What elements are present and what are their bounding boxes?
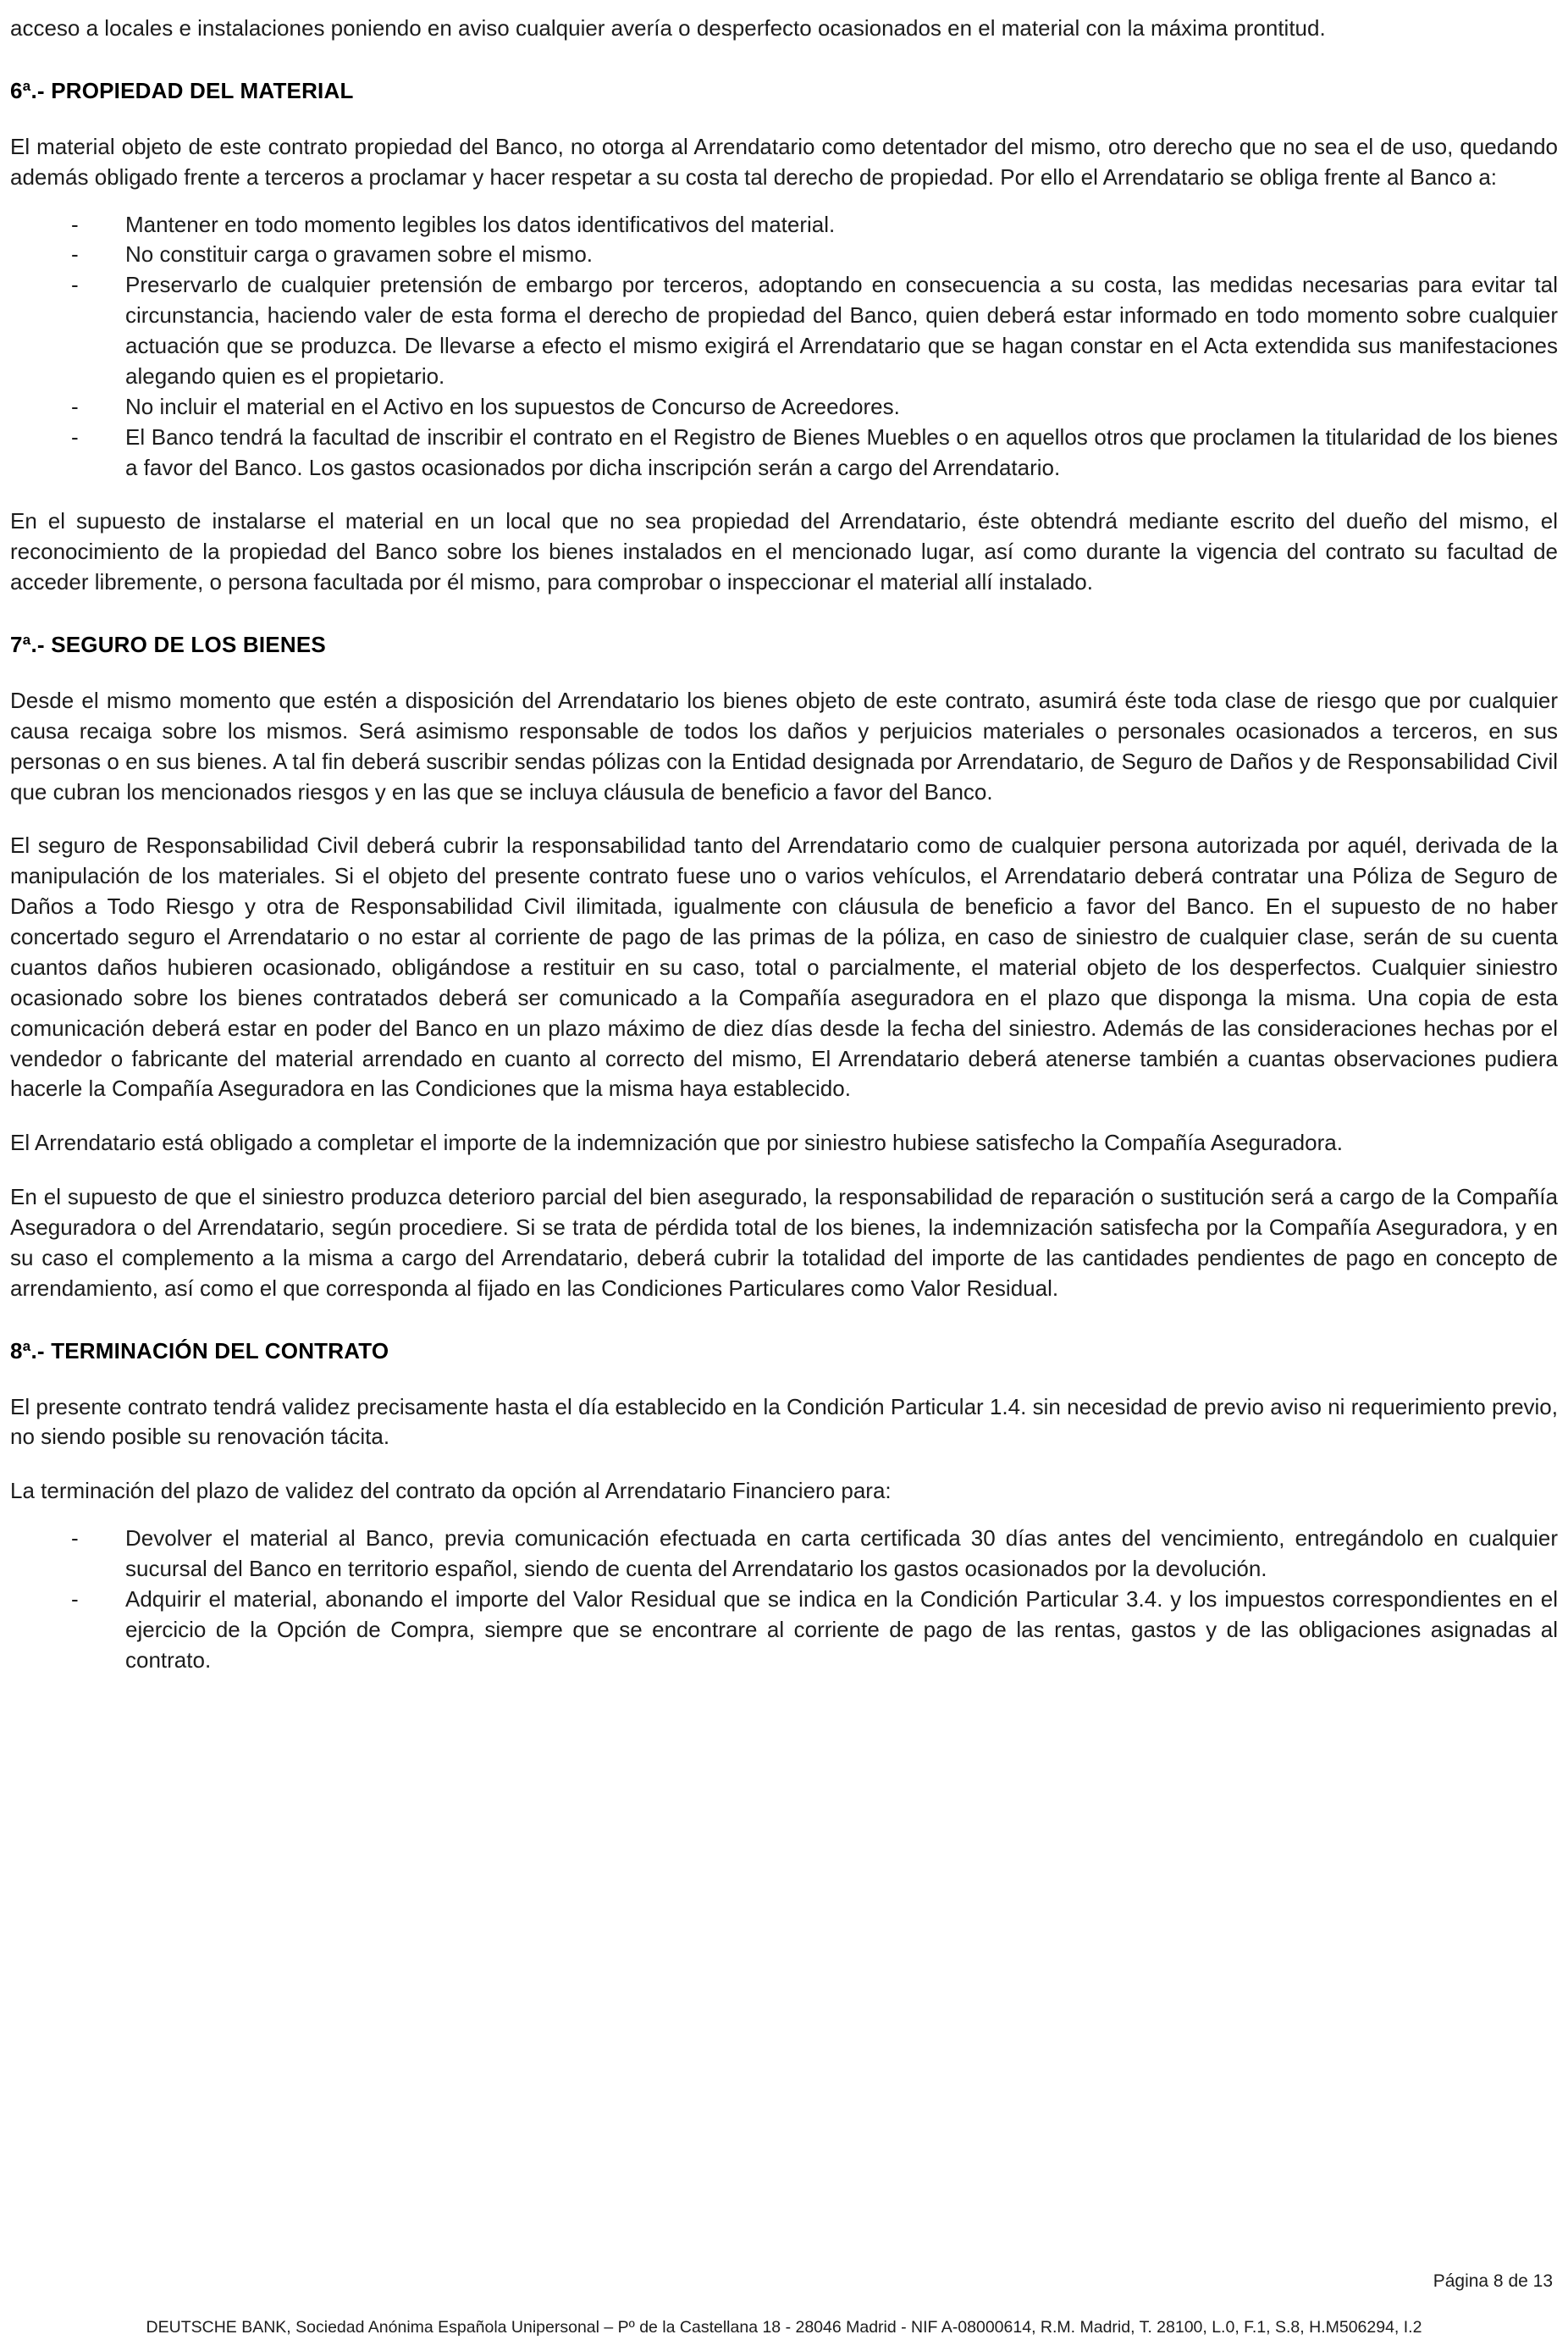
page-number: Página 8 de 13 (1433, 2271, 1553, 2292)
section-heading-8: 8ª.- TERMINACIÓN DEL CONTRATO (10, 1337, 389, 1364)
list-item (10, 1524, 1558, 1585)
paragraph: El presente contrato tendrá validez precisamente hasta el día establecido en la Condición Particular 1.4. sin necesidad de previo aviso ni requerimiento previo, no siendo posible su renovación tácita. (10, 1393, 1558, 1450)
list-item-text: No incluir el material en el Activo en los supuestos de Concurso de Acreedores. (125, 393, 900, 419)
list-item-text: Devolver el material al Banco, previa comunicación efectuada en carta certificada 30 días antes del vencimiento, entregándolo en cualquier sucursal del Banco en territorio español, siendo de cuenta del Arrendatario los gastos ocasionados por la devolución. (125, 1525, 1558, 1581)
paragraph: El seguro de Responsabilidad Civil deberá cubrir la responsabilidad tanto del Arrendatario como de cualquier persona autorizada por aquél, derivada de la manipulación de los materiales. Si el objeto del presente contrato fuese uno o varios vehículos, el Arrendatario deberá contratar una Póliza de Seguro de Daños a Todo Riesgo y otra de Responsabilidad Civil ilimitada, igualmente con cláusula de beneficio a favor del Banco. En el supuesto de no haber concertado seguro el Arrendatario o no estar al corriente de pago de las primas de la póliza, en caso de siniestro de cualquier clase, serán de su cuenta cuantos daños hubieren ocasionado, obligándose a restituir en su caso, total o parcialmente, el material objeto de los desperfectos. Cualquier siniestro ocasionado sobre los bienes contratados deberá ser comunicado a la Compañía aseguradora en el plazo que disponga la misma. Una copia de esta comunicación deberá estar en poder del Banco en un plazo máximo de diez días desde la fecha del siniestro. Además de las consideraciones hechas por el vendedor o fabricante del material arrendado en cuanto al correcto del mismo, El Arrendatario deberá atenerse también a cuantas observaciones pudiera hacerle la Compañía Aseguradora en las Condiciones que la misma haya establecido. (10, 833, 1558, 1102)
list-item (10, 270, 1558, 392)
dash-bullet: - (71, 1585, 79, 1612)
paragraph: En el supuesto de instalarse el material en un local que no sea propiedad del Arrendatario, éste obtendrá mediante escrito del dueño del mismo, el reconocimiento de la propiedad del Banco sobre los bienes instalados en el mencionado lugar, así como durante la vigencia del contrato su facultad de acceder libremente, o persona facultada por él mismo, para comprobar o inspeccionar el material allí instalado. (10, 508, 1558, 595)
section-heading-6: 6ª.- PROPIEDAD DEL MATERIAL (10, 77, 354, 103)
section-heading-7: 7ª.- SEGURO DE LOS BIENES (10, 632, 326, 657)
paragraph: El Arrendatario está obligado a completar el importe de la indemnización que por siniestro hubiese satisfecho la Compañía Aseguradora. (10, 1130, 1343, 1156)
list-item (10, 392, 1558, 423)
list-item-text: El Banco tendrá la facultad de inscribir el contrato en el Registro de Bienes Muebles o en aquellos otros que proclamen la titularidad de los bienes a favor del Banco. Los gastos ocasionados por dicha inscripción serán a cargo del Arrendatario. (125, 423, 1558, 480)
paragraph-continuation: acceso a locales e instalaciones poniendo en aviso cualquier avería o desperfecto ocasionados en el material con la máxima prontitud. (10, 15, 1326, 41)
dash-bullet: - (71, 1525, 79, 1552)
dash-bullet: - (71, 272, 79, 298)
obligations-list (10, 210, 1558, 484)
list-item (10, 240, 1558, 270)
footer-legal-line: DEUTSCHE BANK, Sociedad Anónima Española Unipersonal – Pº de la Castellana 18 - 28046 Madrid - NIF A-08000614, R.M. Madrid, T. 28100, L.0, F.1, S.8, H.M506294, I.2 (146, 2318, 1422, 2337)
paragraph: La terminación del plazo de validez del contrato da opción al Arrendatario Financiero para: (10, 1478, 892, 1504)
paragraph: En el supuesto de que el siniestro produzca deterioro parcial del bien asegurado, la responsabilidad de reparación o sustitución será a cargo de la Compañía Aseguradora o del Arrendatario, según procediere. Si se trata de pérdida total de los bienes, la indemnización satisfecha por la Compañía Aseguradora, y en su caso el complemento a la misma a cargo del Arrendatario, deberá cubrir la totalidad del importe de las cantidades pendientes de pago en concepto de arrendamiento, así como el que corresponda al fijado en las Condiciones Particulares como Valor Residual. (10, 1184, 1558, 1301)
dash-bullet: - (71, 241, 79, 268)
list-item (10, 210, 1558, 241)
list-item-text: Preservarlo de cualquier pretensión de embargo por terceros, adoptando en consecuencia a su costa, las medidas necesarias para evitar tal circunstancia, haciendo valer de esta forma el derecho de propiedad del Banco, quien deberá estar informado en todo momento sobre cualquier actuación que se produzca. De llevarse a efecto el mismo exigirá el Arrendatario que se hagan constar en el Acta extendida sus manifestaciones alegando quien es el propietario. (125, 272, 1558, 389)
dash-bullet: - (71, 393, 79, 419)
dash-bullet: - (71, 423, 79, 450)
list-item (10, 423, 1558, 484)
list-item-text: Mantener en todo momento legibles los datos identificativos del material. (125, 211, 836, 237)
list-item (10, 1585, 1558, 1676)
termination-options-list (10, 1524, 1558, 1675)
list-item-text: Adquirir el material, abonando el importe del Valor Residual que se indica en la Condición Particular 3.4. y los impuestos correspondientes en el ejercicio de la Opción de Compra, siempre que se encontrare al corriente de pago de las rentas, gastos y de las obligaciones asignadas al contrato. (125, 1585, 1558, 1673)
paragraph: Desde el mismo momento que estén a disposición del Arrendatario los bienes objeto de este contrato, asumirá éste toda clase de riesgo que por cualquier causa recaiga sobre los mismos. Será asimismo responsable de todos los daños y perjuicios materiales o personales ocasionados a terceros, en sus personas o en sus bienes. A tal fin deberá suscribir sendas pólizas con la Entidad designada por Arrendatario, de Seguro de Daños y de Responsabilidad Civil que cubran los mencionados riesgos y en las que se incluya cláusula de beneficio a favor del Banco. (10, 687, 1558, 805)
dash-bullet: - (71, 211, 79, 237)
paragraph: El material objeto de este contrato propiedad del Banco, no otorga al Arrendatario como detentador del mismo, otro derecho que no sea el de uso, quedando además obligado frente a terceros a proclamar y hacer respetar a su costa tal derecho de propiedad. Por ello el Arrendatario se obliga frente al Banco a: (10, 133, 1558, 190)
list-item-text: No constituir carga o gravamen sobre el mismo. (125, 241, 594, 268)
page-footer (10, 2236, 1558, 2339)
